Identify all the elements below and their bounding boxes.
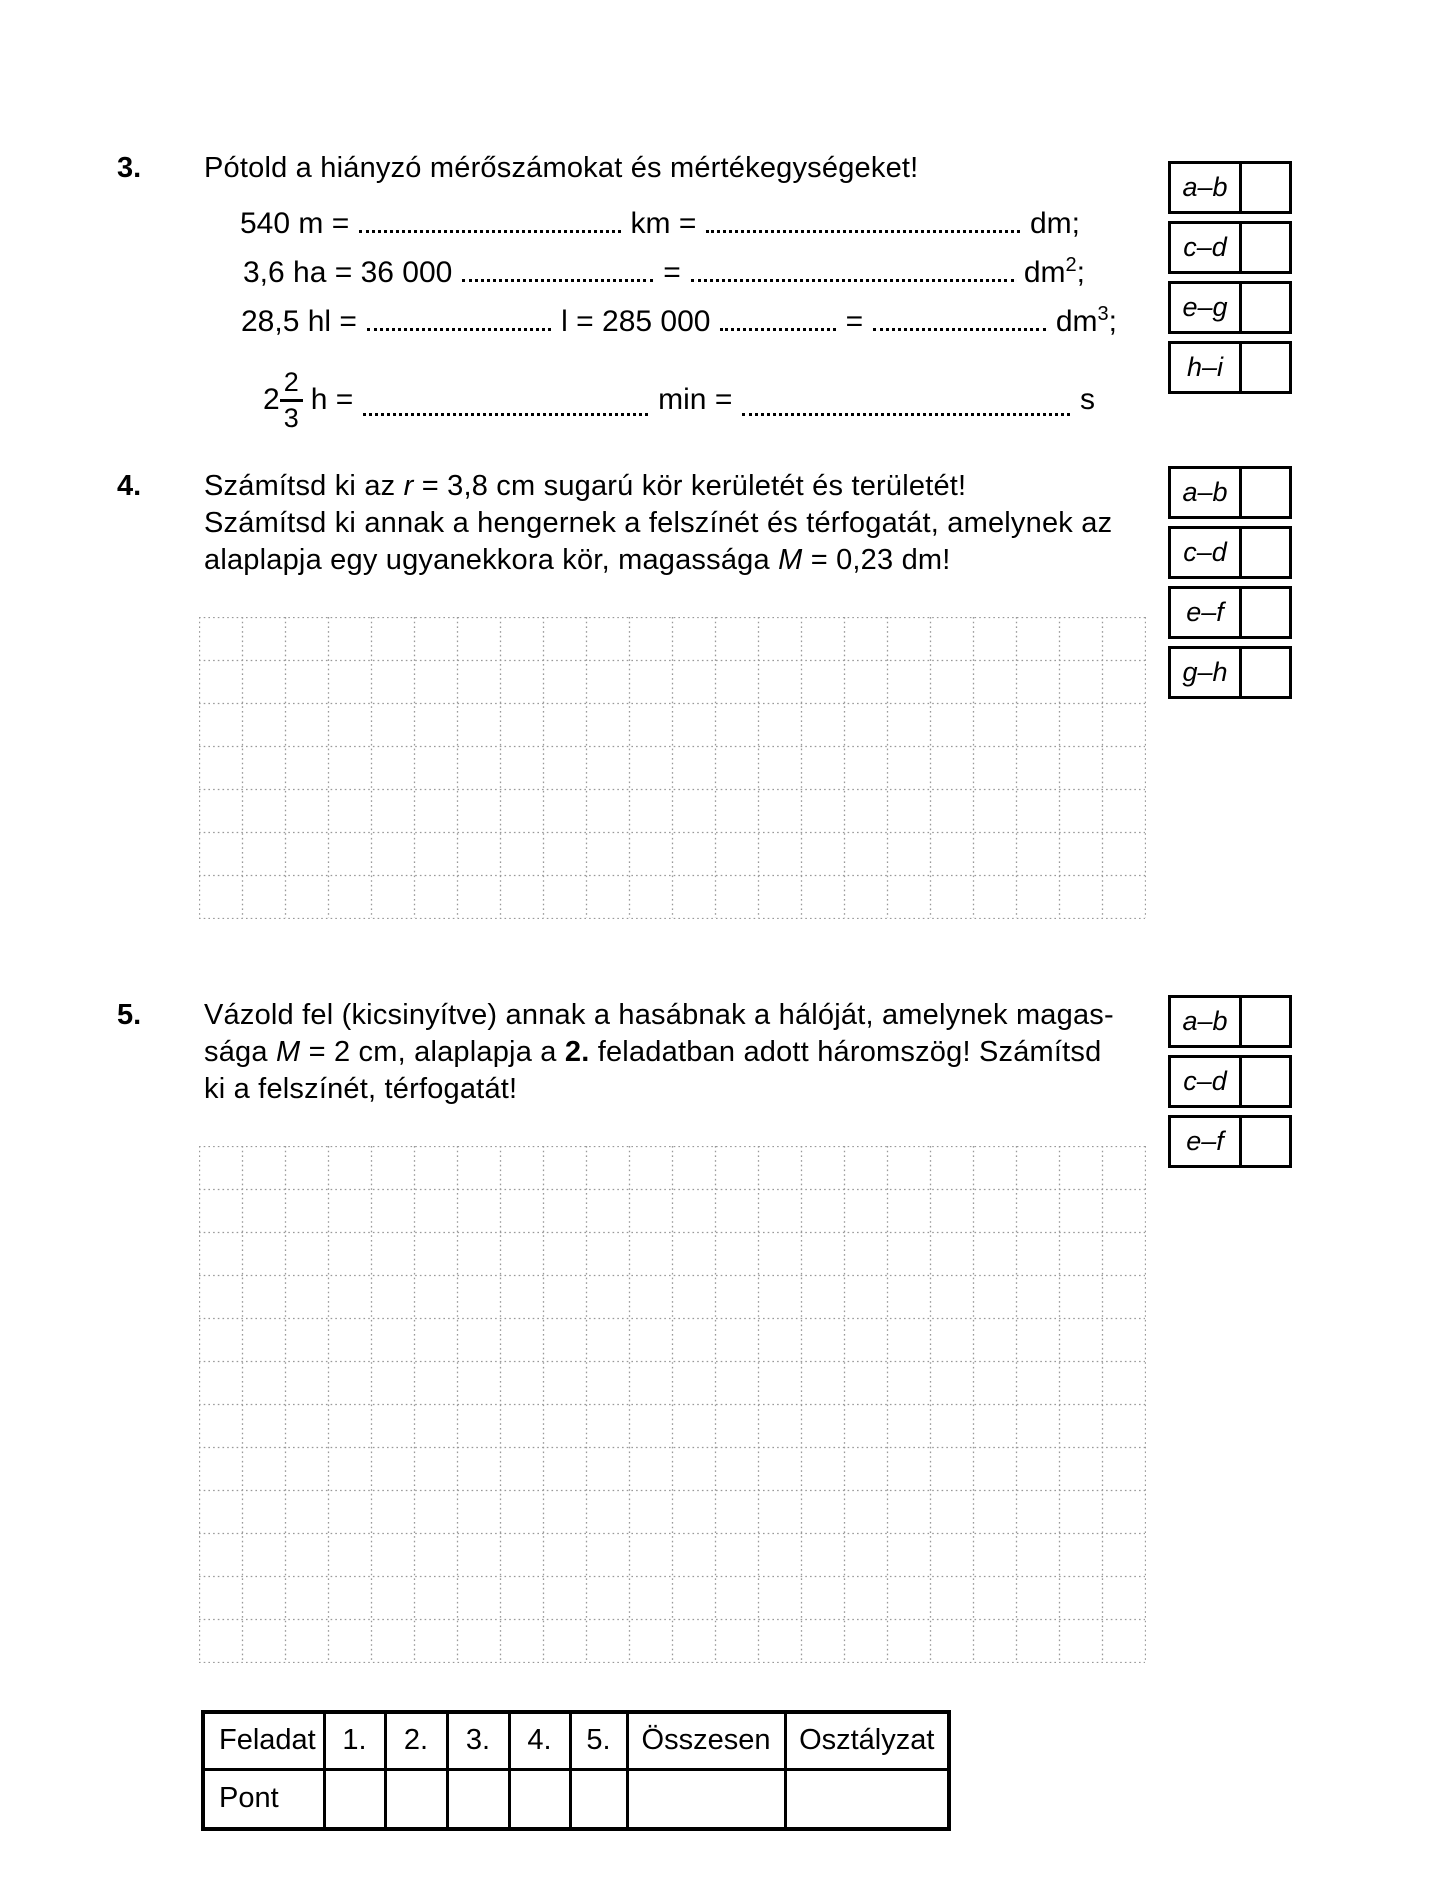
score-label: a–b xyxy=(1171,998,1242,1045)
dot-leader xyxy=(742,413,1070,416)
equation-text: h = xyxy=(310,383,354,416)
summary-table xyxy=(201,1710,951,1831)
text-run: = 3,8 cm sugarú kör kerületét és területét! xyxy=(413,470,967,502)
score-value-cell xyxy=(1242,1118,1289,1165)
text-line xyxy=(204,1034,1154,1071)
fraction xyxy=(263,366,303,433)
score-label: c–d xyxy=(1171,224,1242,271)
score-box xyxy=(1168,995,1292,1048)
equation-text: min = xyxy=(658,383,733,416)
points-value-cell xyxy=(324,1769,385,1829)
text-run: = 0,23 dm! xyxy=(802,544,951,576)
text-line xyxy=(204,997,1154,1034)
score-label: a–b xyxy=(1171,469,1242,516)
dot-leader xyxy=(873,328,1046,331)
points-value-cell xyxy=(785,1769,949,1829)
summary-header-cell: 5. xyxy=(570,1712,627,1769)
score-label: a–b xyxy=(1171,164,1242,211)
grid-lines xyxy=(199,617,1146,919)
text-run: 2. xyxy=(564,1036,590,1068)
problem4-work-grid xyxy=(199,617,1146,924)
points-value-cell xyxy=(627,1769,785,1829)
score-box xyxy=(1168,586,1292,639)
score-box xyxy=(1168,161,1292,214)
dot-leader xyxy=(706,230,1020,233)
score-box xyxy=(1168,221,1292,274)
summary-table-body xyxy=(203,1712,949,1829)
text-run: = 2 cm, alaplapja a xyxy=(300,1036,565,1068)
equation-text: l = 285 000 xyxy=(561,305,711,338)
text-run: r xyxy=(403,470,414,502)
problem4-text xyxy=(204,468,1154,579)
dot-leader xyxy=(462,279,653,282)
score-box xyxy=(1168,281,1292,334)
score-box xyxy=(1168,341,1292,394)
score-label: e–f xyxy=(1171,1118,1242,1165)
score-label: c–d xyxy=(1171,1058,1242,1105)
score-label: e–f xyxy=(1171,589,1242,636)
score-label: e–g xyxy=(1171,284,1242,331)
text-line xyxy=(204,505,1154,542)
equation-text: 540 m = xyxy=(240,207,350,240)
text-line xyxy=(204,468,1154,505)
score-value-cell xyxy=(1242,284,1289,331)
equation-text: dm; xyxy=(1029,207,1080,240)
score-label: h–i xyxy=(1171,344,1242,391)
points-value-cell xyxy=(570,1769,627,1829)
problem3-score-boxes xyxy=(1168,161,1292,401)
problem3-equation-4 xyxy=(263,356,1095,444)
equation-text: km = xyxy=(630,207,697,240)
text-run: Számítsd ki annak a hengernek a felszínét és térfogatát, amelynek az xyxy=(204,507,1113,539)
text-run: sága xyxy=(204,1036,276,1068)
score-box xyxy=(1168,466,1292,519)
text-run: ki a felszínét, térfogatát! xyxy=(204,1073,518,1105)
problem3-equation-1 xyxy=(240,206,1080,242)
problem3-equation-3 xyxy=(241,304,1117,340)
problem5-number: 5. xyxy=(117,999,142,1031)
dot-leader xyxy=(359,230,620,233)
fraction-denominator: 3 xyxy=(280,399,303,432)
score-value-cell xyxy=(1242,998,1289,1045)
equation-text: $dm^2$; xyxy=(1023,254,1085,289)
summary-header-cell: 3. xyxy=(447,1712,509,1769)
summary-header-cell: Összesen xyxy=(627,1712,785,1769)
problem5-score-boxes xyxy=(1168,995,1292,1175)
score-value-cell xyxy=(1242,529,1289,576)
summary-header-cell: 4. xyxy=(509,1712,570,1769)
score-box xyxy=(1168,526,1292,579)
problem4-score-boxes xyxy=(1168,466,1292,706)
unit-exponent: 2 xyxy=(1065,254,1077,276)
problem3-title: Pótold a hiányzó mérőszámokat és mértékegységeket! xyxy=(204,152,919,184)
score-value-cell xyxy=(1242,344,1289,391)
summary-header-cell: Feladat xyxy=(203,1712,324,1769)
points-value-cell xyxy=(509,1769,570,1829)
score-value-cell xyxy=(1242,1058,1289,1105)
text-run: Vázold fel (kicsinyítve) annak a hasábnak a hálóját, amelynek magas- xyxy=(204,999,1114,1031)
summary-header-cell: 2. xyxy=(385,1712,447,1769)
score-value-cell xyxy=(1242,224,1289,271)
problem3-equation-2 xyxy=(243,255,1085,291)
score-box xyxy=(1168,1055,1292,1108)
score-label: c–d xyxy=(1171,529,1242,576)
text-run: feladatban adott háromszög! Számítsd xyxy=(589,1036,1102,1068)
equation-text: s xyxy=(1080,383,1095,416)
summary-points-row xyxy=(203,1769,949,1829)
text-line xyxy=(204,542,1154,579)
dot-leader xyxy=(691,279,1014,282)
score-value-cell xyxy=(1242,589,1289,636)
summary-header-cell: 1. xyxy=(324,1712,385,1769)
points-value-cell xyxy=(385,1769,447,1829)
equation-text: 28,5 hl = xyxy=(241,305,357,338)
text-line xyxy=(204,1071,1154,1108)
score-value-cell xyxy=(1242,469,1289,516)
score-value-cell xyxy=(1242,164,1289,211)
summary-header-cell: Osztályzat xyxy=(785,1712,949,1769)
text-run: alaplapja egy ugyanekkora kör, magassága xyxy=(204,544,779,576)
equation-text: = xyxy=(663,256,681,289)
summary-header-row xyxy=(203,1712,949,1769)
problem5-work-grid xyxy=(199,1146,1146,1668)
grid-lines xyxy=(199,1146,1146,1663)
text-run: Számítsd ki az xyxy=(204,470,404,502)
points-row-label: Pont xyxy=(203,1769,324,1829)
text-run: M xyxy=(275,1036,301,1068)
dot-leader xyxy=(363,413,648,416)
fraction-numerator: 2 xyxy=(283,366,299,397)
dot-leader xyxy=(720,328,835,331)
fraction-whole: 2 xyxy=(263,383,280,416)
unit-exponent: 3 xyxy=(1097,303,1109,325)
points-value-cell xyxy=(447,1769,509,1829)
equation-text: = xyxy=(845,305,864,338)
score-value-cell xyxy=(1242,649,1289,696)
equation-text: $dm^3$; xyxy=(1055,303,1117,338)
dot-leader xyxy=(367,328,551,331)
score-label: g–h xyxy=(1171,649,1242,696)
fraction-stack xyxy=(280,366,303,433)
score-box xyxy=(1168,1115,1292,1168)
problem3-number: 3. xyxy=(117,152,142,184)
equation-text: 3,6 ha = 36 000 xyxy=(243,256,453,289)
score-box xyxy=(1168,646,1292,699)
problem4-number: 4. xyxy=(117,470,142,502)
text-run: M xyxy=(778,544,803,576)
problem5-text xyxy=(204,997,1154,1108)
